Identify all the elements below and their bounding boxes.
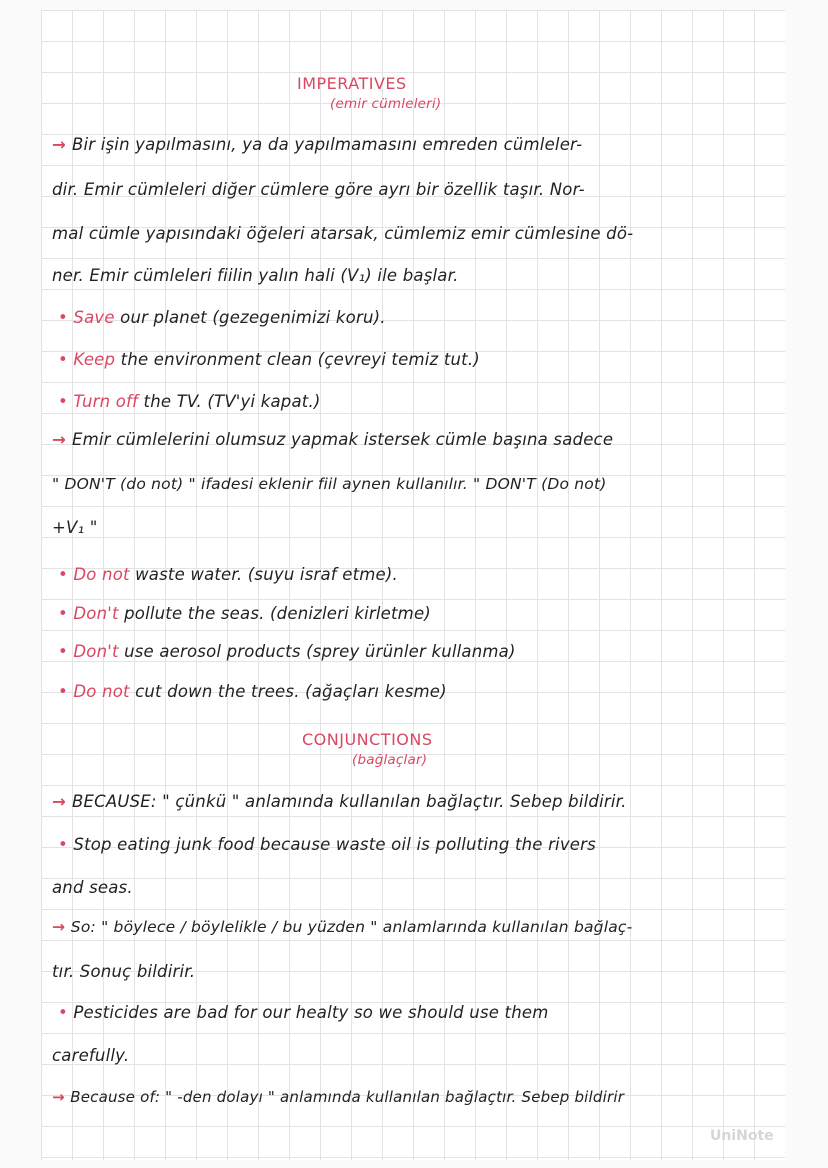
bullet-icon: •	[58, 682, 74, 701]
neg-example-item: • Don't pollute the seas. (denizleri kirletme)	[58, 604, 431, 623]
arrow-icon: →	[52, 1088, 71, 1106]
intro-line: dir. Emir cümleleri diğer cümlere göre ayrı bir özellik taşır. Nor-	[52, 180, 585, 199]
bullet-icon: •	[58, 1003, 74, 1022]
watermark-logo: UniNote	[710, 1128, 774, 1144]
negative-line: +V₁ "	[52, 518, 98, 537]
section-subtitle-conjunctions: (bağlaçlar)	[352, 752, 428, 768]
bullet-icon: •	[58, 308, 74, 327]
because-example: • Stop eating junk food because waste oil is polluting the rivers	[58, 835, 596, 854]
negative-line: " DON'T (do not) " ifadesi eklenir fiil aynen kullanılır. " DON'T (Do not)	[52, 475, 607, 493]
bullet-icon: •	[58, 604, 74, 623]
neg-example-item: • Do not cut down the trees. (ağaçları kesme)	[58, 682, 447, 701]
example-item: • Save our planet (gezegenimizi koru).	[58, 308, 386, 327]
negative-line: → Emir cümlelerini olumsuz yapmak istersek cümle başına sadece	[52, 430, 614, 449]
example-item: • Keep the environment clean (çevreyi temiz tut.)	[58, 350, 480, 369]
arrow-icon: →	[52, 135, 72, 154]
so-line: → So: " böylece / böylelikle / bu yüzden " anlamlarında kullanılan bağlaç-	[52, 918, 633, 936]
section-subtitle-imperatives: (emir cümleleri)	[330, 96, 442, 112]
intro-line: mal cümle yapısındaki öğeleri atarsak, cümlemiz emir cümlesine dö-	[52, 224, 634, 243]
because-line: → BECAUSE: " çünkü " anlamında kullanılan bağlaçtır. Sebep bildirir.	[52, 792, 627, 811]
so-example: • Pesticides are bad for our healty so we should use them	[58, 1003, 549, 1022]
so-example: carefully.	[52, 1046, 130, 1065]
arrow-icon: →	[52, 430, 72, 449]
bullet-icon: •	[58, 392, 74, 411]
bullet-icon: •	[58, 565, 74, 584]
arrow-icon: →	[52, 792, 72, 811]
bullet-icon: •	[58, 835, 74, 854]
bullet-icon: •	[58, 350, 74, 369]
because-of-line: → Because of: " -den dolayı " anlamında kullanılan bağlaçtır. Sebep bildirir	[52, 1088, 625, 1106]
because-example: and seas.	[52, 878, 133, 897]
neg-example-item: • Do not waste water. (suyu israf etme).	[58, 565, 398, 584]
bullet-icon: •	[58, 642, 74, 661]
arrow-icon: →	[52, 918, 71, 936]
intro-line: → Bir işin yapılmasını, ya da yapılmamasını emreden cümleler-	[52, 135, 583, 154]
section-title-conjunctions: CONJUNCTIONS	[302, 730, 433, 749]
example-item: • Turn off the TV. (TV'yi kapat.)	[58, 392, 321, 411]
neg-example-item: • Don't use aerosol products (sprey ürünler kullanma)	[58, 642, 516, 661]
section-title-imperatives: IMPERATIVES	[297, 74, 407, 93]
intro-line: ner. Emir cümleleri fiilin yalın hali (V₁) ile başlar.	[52, 266, 459, 285]
so-line: tır. Sonuç bildirir.	[52, 962, 196, 981]
